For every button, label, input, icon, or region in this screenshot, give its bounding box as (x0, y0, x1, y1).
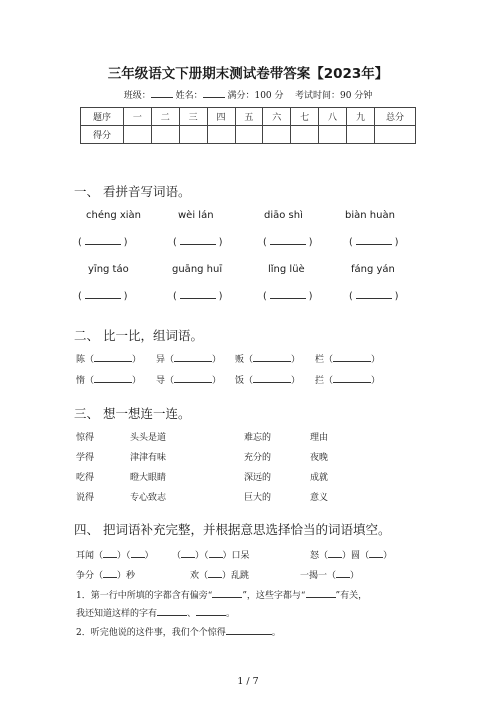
pinyin: diāo shì (264, 210, 303, 221)
score-table (80, 107, 416, 144)
compare-item[interactable]: 拦（ ） (315, 376, 381, 386)
match-right-phrase[interactable]: 理由 (310, 433, 329, 443)
match-right-phrase[interactable]: 夜晚 (310, 453, 329, 463)
name-blank[interactable] (203, 89, 225, 98)
answer-bracket[interactable]: ( ) (263, 291, 313, 302)
header-cell: 三 (179, 108, 207, 126)
score-cell[interactable] (207, 126, 235, 144)
header-cell: 八 (319, 108, 347, 126)
answer-bracket[interactable]: ( ) (349, 291, 399, 302)
match-right-word[interactable]: 难忘的 (244, 433, 272, 443)
match-left-word[interactable]: 学得 (76, 453, 95, 463)
answer-bracket[interactable]: ( ) (173, 291, 223, 302)
match-left-word[interactable]: 说得 (76, 493, 95, 503)
compare-item[interactable]: 陈（ ） (76, 355, 142, 365)
pinyin: biàn huàn (345, 210, 395, 221)
question-1-line-1[interactable]: 1．第一行中所填的字都含有偏旁“ ”，这些字都与“ ”有关， (76, 591, 368, 601)
compare-item[interactable]: 饭（ ） (235, 376, 301, 386)
match-right-phrase[interactable]: 意义 (310, 493, 329, 503)
header-cell: 题序 (81, 108, 124, 126)
pinyin: lǐng lüè (268, 264, 305, 275)
score-cell[interactable] (124, 126, 152, 144)
pinyin: wèi lán (178, 210, 214, 221)
section-1-title: 一、 看拼音写词语。 (74, 184, 191, 199)
idiom-fill[interactable]: 争分（ ）秒 (76, 571, 136, 581)
compare-item[interactable]: 栏（ ） (315, 355, 381, 365)
pinyin: chéng xiàn (86, 210, 142, 221)
match-left-phrase[interactable]: 瞪大眼睛 (130, 473, 167, 483)
answer-bracket[interactable]: ( ) (78, 291, 128, 302)
header-cell: 二 (151, 108, 179, 126)
match-right-phrase[interactable]: 成就 (310, 473, 329, 483)
match-right-word[interactable]: 充分的 (244, 453, 272, 463)
match-left-word[interactable]: 惊得 (76, 433, 95, 443)
match-left-phrase[interactable]: 头头是道 (130, 433, 167, 443)
compare-item[interactable]: 异（ ） (156, 355, 222, 365)
header-cell: 七 (291, 108, 319, 126)
pinyin: guāng huī (172, 264, 223, 275)
header-cell: 五 (235, 108, 263, 126)
exam-time: 考试时间：90 分钟 (294, 91, 373, 101)
score-cell[interactable] (319, 126, 347, 144)
idiom-fill[interactable]: 欢（ ）乱跳 (190, 571, 250, 581)
exam-meta (0, 88, 496, 101)
compare-item[interactable]: 贩（ ） (235, 355, 301, 365)
compare-item[interactable]: 导（ ） (156, 376, 222, 386)
answer-bracket[interactable]: ( ) (263, 237, 313, 248)
page-number: 1 / 7 (237, 676, 259, 687)
match-left-phrase[interactable]: 专心致志 (130, 493, 167, 503)
name-label: 姓名： (175, 91, 203, 101)
class-blank[interactable] (151, 89, 173, 98)
full-score: 满分：100 分 (227, 91, 284, 101)
idiom-fill[interactable]: （ ）（ ）口呆 (172, 551, 250, 561)
header-cell: 九 (347, 108, 375, 126)
header-cell: 一 (124, 108, 152, 126)
score-cell[interactable] (347, 126, 375, 144)
idiom-fill[interactable]: 一揭一（ ） (300, 571, 360, 581)
idiom-fill[interactable]: 耳闻（ ）（ ） (76, 551, 154, 561)
pinyin: fáng yán (351, 264, 395, 275)
score-cell[interactable] (235, 126, 263, 144)
question-2[interactable]: 2．听完他说的这件事，我们个个惊得 。 (76, 628, 281, 638)
idiom-fill[interactable]: 怒（ ）圆（ ） (310, 551, 393, 561)
match-left-word[interactable]: 吃得 (76, 473, 95, 483)
answer-bracket[interactable]: ( ) (349, 237, 399, 248)
class-label: 班级： (123, 91, 151, 101)
score-table-header (81, 108, 416, 126)
answer-bracket[interactable]: ( ) (78, 237, 128, 248)
match-left-phrase[interactable]: 津津有味 (130, 453, 167, 463)
score-cell[interactable] (151, 126, 179, 144)
score-cell[interactable] (179, 126, 207, 144)
match-right-word[interactable]: 深远的 (244, 473, 272, 483)
answer-bracket[interactable]: ( ) (173, 237, 223, 248)
score-cell[interactable] (291, 126, 319, 144)
pinyin: yīng táo (88, 264, 129, 275)
question-1-line-2[interactable]: 我还知道这样的字有 、 。 (76, 609, 236, 619)
score-cell[interactable] (263, 126, 291, 144)
header-cell: 总分 (375, 108, 416, 126)
section-3-title: 三、 想一想连一连。 (74, 406, 191, 421)
header-cell: 六 (263, 108, 291, 126)
score-row (81, 126, 416, 144)
header-cell: 四 (207, 108, 235, 126)
score-row-label: 得分 (81, 126, 124, 144)
score-cell[interactable] (375, 126, 416, 144)
page-title: 三年级语文下册期末测试卷带答案【2023年】 (107, 66, 389, 82)
compare-item[interactable]: 惰（ ） (76, 376, 142, 386)
section-4-title: 四、 把词语补充完整，并根据意思选择恰当的词语填空。 (74, 522, 391, 537)
match-right-word[interactable]: 巨大的 (244, 493, 272, 503)
section-2-title: 二、 比一比，组词语。 (74, 328, 203, 343)
